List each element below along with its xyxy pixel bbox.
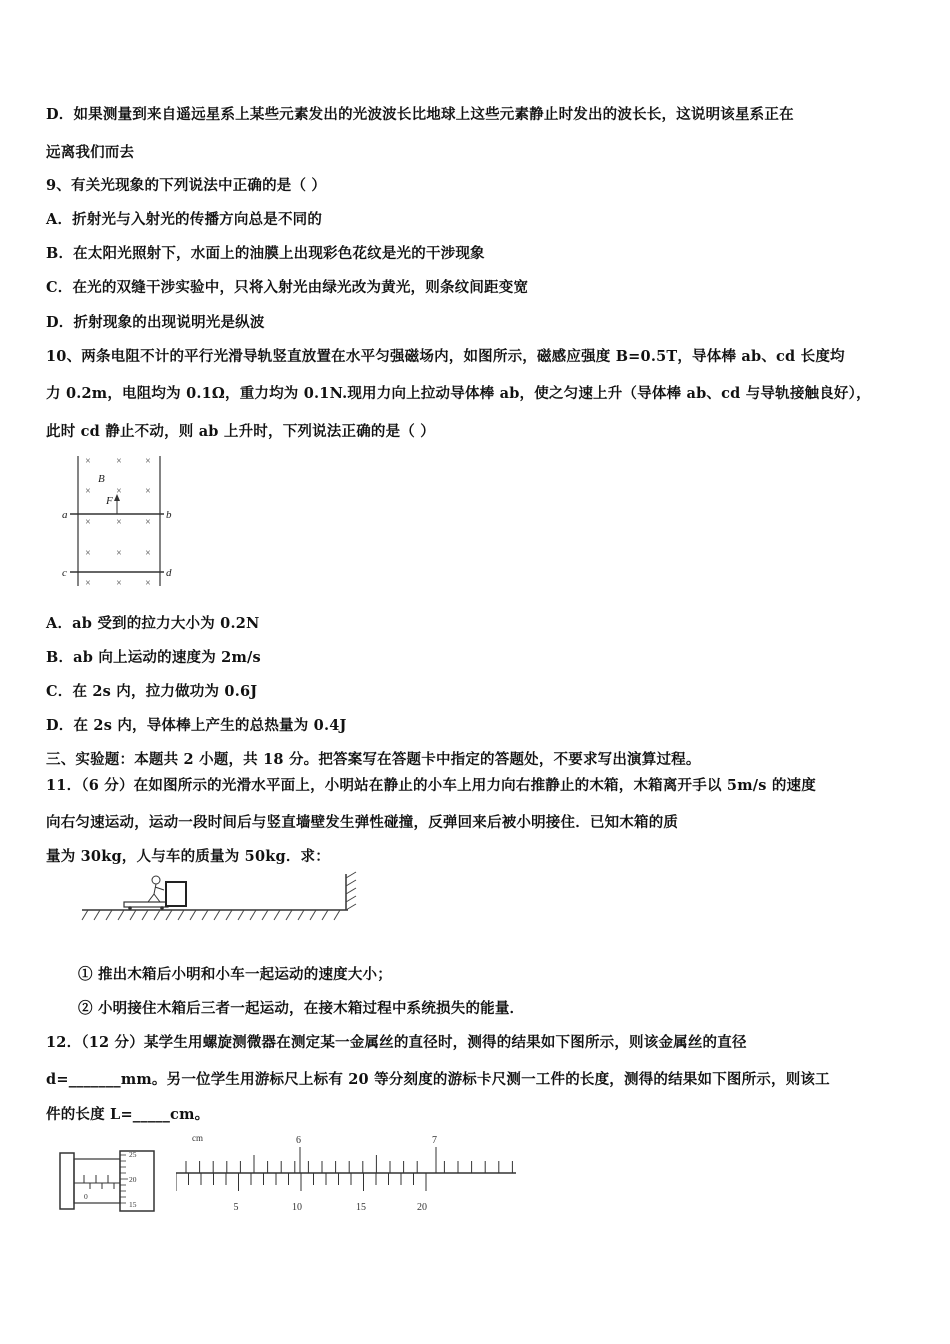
caliper-vernier-label-5: 5 (233, 1202, 239, 1213)
field-cross: × (116, 456, 122, 467)
field-cross: × (116, 517, 122, 528)
field-cross: × (116, 578, 122, 589)
q12-line1: 12．（12 分）某学生用螺旋测微器在测定某一金属丝的直径时，测得的结果如下图所示，则该金属丝的直径 (46, 1034, 747, 1051)
rod-label-d: d (166, 567, 172, 579)
field-cross: × (145, 578, 151, 589)
q10-option-d: D．在 2s 内，导体棒上产生的总热量为 0.4J (46, 717, 347, 734)
q10-option-b: B．ab 向上运动的速度为 2m/s (46, 649, 261, 666)
rod-label-a: a (62, 509, 68, 521)
q12-line3: 件的长度 L=_____cm。 (46, 1106, 210, 1123)
caliper-vernier-label-15: 15 (356, 1202, 366, 1213)
field-cross: × (85, 517, 91, 528)
field-cross: × (85, 486, 91, 497)
q12-vernier-caliper-figure (176, 1131, 521, 1216)
section3-heading: 三、实验题：本题共 2 小题，共 18 分。把答案写在答题卡中指定的答题处，不要求写出演算过程。 (46, 751, 701, 768)
q8-option-d-line2: 远离我们而去 (46, 144, 135, 161)
micrometer-label-15: 15 (129, 1200, 137, 1209)
q12-line2: d=_______mm。另一位学生用游标尺上标有 20 等分刻度的游标卡尺测一工件的长度，测得的结果如下图所示，则该工 (46, 1071, 830, 1088)
micrometer-label-0: 0 (84, 1192, 88, 1201)
field-cross: × (85, 548, 91, 559)
q11-sub2: ② 小明接住木箱后三者一起运动，在接木箱过程中系统损失的能量． (78, 1000, 525, 1017)
field-label-b: B (98, 473, 105, 485)
caliper-unit-cm: cm (192, 1133, 203, 1143)
q10-stem-line1: 10、两条电阻不计的平行光滑导轨竖直放置在水平匀强磁场内，如图所示，磁感应强度 B=0.5T，导体棒 ab、cd 长度均 (46, 348, 845, 365)
rod-label-c: c (62, 567, 67, 579)
q8-option-d-line1: D．如果测量到来自遥远星系上某些元素发出的光波波长比地球上这些元素静止时发出的波长长，这说明该星系正在 (46, 106, 794, 123)
q12-micrometer-figure (56, 1143, 166, 1218)
q11-sub1: ① 推出木箱后小明和小车一起运动的速度大小； (78, 966, 392, 983)
field-cross: × (145, 486, 151, 497)
q10-stem-line2: 力 0.2m，电阻均为 0.1Ω，重力均为 0.1N.现用力向上拉动导体棒 ab，使之匀速上升（导体棒 ab、cd 与导轨接触良好）， (46, 385, 871, 402)
q9-option-a: A．折射光与入射光的传播方向总是不同的 (46, 211, 323, 228)
caliper-main-label-7: 7 (432, 1135, 437, 1146)
q10-option-c: C．在 2s 内，拉力做功为 0.6J (46, 683, 258, 700)
field-cross: × (85, 456, 91, 467)
field-cross: × (85, 578, 91, 589)
rod-label-b: b (166, 509, 172, 521)
q10-stem-line3: 此时 cd 静止不动，则 ab 上升时，下列说法正确的是（ ） (46, 423, 435, 440)
q11-line2: 向右匀速运动，运动一段时间后与竖直墙壁发生弹性碰撞，反弹回来后被小明接住．已知木箱的质 (46, 814, 679, 831)
field-cross: × (145, 456, 151, 467)
q11-line1: 11．（6 分）在如图所示的光滑水平面上，小明站在静止的小车上用力向右推静止的木箱，木箱离开手以 5m/s 的速度 (46, 777, 816, 794)
q10-option-a: A．ab 受到的拉力大小为 0.2N (46, 615, 260, 632)
field-cross: × (145, 548, 151, 559)
q9-option-b: B．在太阳光照射下，水面上的油膜上出现彩色花纹是光的干涉现象 (46, 245, 485, 262)
micrometer-label-20: 20 (129, 1175, 137, 1184)
force-label-f: F (106, 495, 113, 507)
q9-stem: 9、有关光现象的下列说法中正确的是（ ） (46, 177, 327, 194)
q10-rails-figure (60, 452, 185, 592)
caliper-vernier-label-20: 20 (417, 1202, 427, 1213)
q11-cart-wall-figure (78, 868, 368, 928)
caliper-vernier-label-10: 10 (292, 1202, 302, 1213)
field-cross: × (116, 486, 122, 497)
field-cross: × (116, 548, 122, 559)
q9-option-d: D．折射现象的出现说明光是纵波 (46, 314, 265, 331)
micrometer-label-25: 25 (129, 1150, 137, 1159)
field-cross: × (145, 517, 151, 528)
q11-line3: 量为 30kg，人与车的质量为 50kg．求： (46, 848, 330, 865)
caliper-main-label-6: 6 (296, 1135, 301, 1146)
q9-option-c: C．在光的双缝干涉实验中，只将入射光由绿光改为黄光，则条纹间距变宽 (46, 279, 529, 296)
